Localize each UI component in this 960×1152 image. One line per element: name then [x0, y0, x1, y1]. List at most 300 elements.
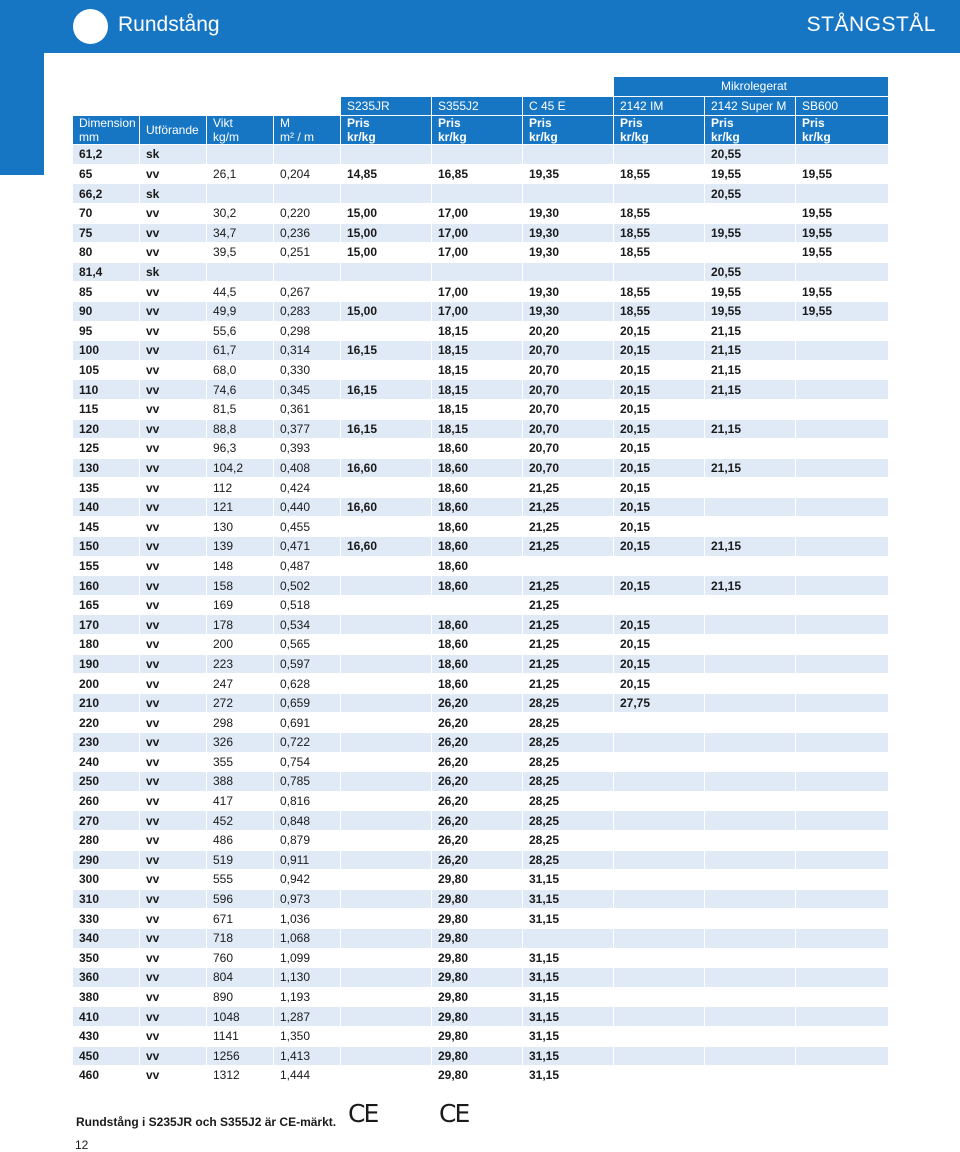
table-cell: 247 — [207, 674, 274, 694]
table-cell — [796, 145, 889, 165]
table-cell — [341, 1027, 432, 1047]
table-cell: 26,20 — [432, 811, 523, 831]
table-cell: 110 — [73, 380, 140, 400]
table-cell — [614, 988, 705, 1008]
table-cell: 21,25 — [523, 537, 614, 557]
table-cell: 0,440 — [274, 498, 341, 518]
table-cell — [523, 184, 614, 204]
table-cell: vv — [140, 772, 207, 792]
table-cell: 115 — [73, 400, 140, 420]
table-cell: 20,55 — [705, 184, 796, 204]
table-cell — [796, 596, 889, 616]
table-cell — [614, 1066, 705, 1086]
table-cell: 18,15 — [432, 341, 523, 361]
table-cell: 18,55 — [614, 204, 705, 224]
table-cell: 410 — [73, 1007, 140, 1027]
table-row — [73, 811, 889, 831]
table-cell: 105 — [73, 361, 140, 381]
table-cell — [341, 772, 432, 792]
table-cell: 240 — [73, 753, 140, 773]
table-cell — [705, 1047, 796, 1067]
table-cell: 20,15 — [614, 498, 705, 518]
table-cell: 26,20 — [432, 772, 523, 792]
table-cell — [341, 968, 432, 988]
table-cell: 450 — [73, 1047, 140, 1067]
table-cell: 29,80 — [432, 870, 523, 890]
page-title: Rundstång — [118, 13, 220, 36]
table-cell: 130 — [73, 459, 140, 479]
table-cell: 0,691 — [274, 713, 341, 733]
table-cell: 0,267 — [274, 282, 341, 302]
table-cell: 1,036 — [274, 909, 341, 929]
table-cell: 300 — [73, 870, 140, 890]
table-cell: 16,15 — [341, 341, 432, 361]
table-cell — [341, 655, 432, 675]
table-cell: 18,60 — [432, 537, 523, 557]
table-cell: 18,60 — [432, 655, 523, 675]
table-cell: 145 — [73, 517, 140, 537]
table-cell: vv — [140, 733, 207, 753]
table-cell: 298 — [207, 713, 274, 733]
table-cell: 388 — [207, 772, 274, 792]
grade-header: C 45 E — [523, 97, 614, 117]
table-cell — [341, 439, 432, 459]
table-cell: 380 — [73, 988, 140, 1008]
table-cell: 17,00 — [432, 243, 523, 263]
table-cell: vv — [140, 674, 207, 694]
table-cell: 20,70 — [523, 380, 614, 400]
table-cell — [341, 635, 432, 655]
table-cell: 28,25 — [523, 733, 614, 753]
table-cell — [705, 478, 796, 498]
table-cell — [614, 968, 705, 988]
table-cell — [796, 655, 889, 675]
table-cell: 417 — [207, 792, 274, 812]
table-cell — [207, 145, 274, 165]
table-cell — [614, 792, 705, 812]
table-cell — [341, 909, 432, 929]
table-cell — [432, 145, 523, 165]
table-cell — [796, 576, 889, 596]
table-cell: 28,25 — [523, 851, 614, 871]
table-cell: 61,2 — [73, 145, 140, 165]
table-cell: sk — [140, 145, 207, 165]
table-cell: 19,30 — [523, 282, 614, 302]
table-row — [73, 870, 889, 890]
page-number: 12 — [75, 1138, 89, 1152]
table-row — [73, 988, 889, 1008]
table-cell: vv — [140, 1047, 207, 1067]
table-row — [73, 1027, 889, 1047]
table-cell — [614, 557, 705, 577]
table-cell — [341, 733, 432, 753]
table-cell: 0,298 — [274, 322, 341, 342]
table-cell: 180 — [73, 635, 140, 655]
table-row — [73, 478, 889, 498]
table-cell: 1,350 — [274, 1027, 341, 1047]
table-cell: 330 — [73, 909, 140, 929]
table-cell — [432, 596, 523, 616]
table-cell: vv — [140, 615, 207, 635]
table-cell — [705, 851, 796, 871]
table-cell: 1,068 — [274, 929, 341, 949]
column-header-dimension: Dimension mm — [73, 116, 140, 145]
table-cell: 0,785 — [274, 772, 341, 792]
table-cell: 18,60 — [432, 674, 523, 694]
table-row — [73, 400, 889, 420]
table-cell: 671 — [207, 909, 274, 929]
table-cell: 1,193 — [274, 988, 341, 1008]
table-row — [73, 909, 889, 929]
table-cell — [796, 909, 889, 929]
table-cell: 18,55 — [614, 302, 705, 322]
price-table-body — [73, 145, 889, 1086]
table-cell — [796, 772, 889, 792]
table-cell — [614, 263, 705, 283]
table-cell: 19,55 — [796, 243, 889, 263]
table-cell — [614, 851, 705, 871]
table-cell: 18,60 — [432, 498, 523, 518]
table-cell: vv — [140, 302, 207, 322]
table-row — [73, 733, 889, 753]
table-cell — [341, 831, 432, 851]
table-cell: 20,15 — [614, 439, 705, 459]
table-cell: 18,15 — [432, 380, 523, 400]
table-cell — [705, 753, 796, 773]
table-cell: 718 — [207, 929, 274, 949]
table-cell: 20,15 — [614, 478, 705, 498]
table-cell: 20,15 — [614, 420, 705, 440]
table-cell — [341, 615, 432, 635]
table-cell: 19,55 — [705, 224, 796, 244]
table-cell: 19,30 — [523, 204, 614, 224]
table-row — [73, 1007, 889, 1027]
table-cell: vv — [140, 851, 207, 871]
table-cell: 20,15 — [614, 459, 705, 479]
table-cell: 260 — [73, 792, 140, 812]
table-cell: sk — [140, 184, 207, 204]
table-cell: 0,597 — [274, 655, 341, 675]
logo-circle-icon — [73, 9, 108, 44]
table-cell: 20,70 — [523, 459, 614, 479]
table-row — [73, 890, 889, 910]
table-cell: 20,70 — [523, 400, 614, 420]
table-cell: vv — [140, 949, 207, 969]
table-cell: vv — [140, 890, 207, 910]
table-cell — [796, 890, 889, 910]
table-cell: 20,15 — [614, 576, 705, 596]
table-cell: vv — [140, 596, 207, 616]
table-cell: 17,00 — [432, 282, 523, 302]
table-cell: 0,911 — [274, 851, 341, 871]
table-cell: 65 — [73, 165, 140, 185]
table-cell: 104,2 — [207, 459, 274, 479]
table-cell — [796, 615, 889, 635]
table-row — [73, 557, 889, 577]
table-cell: 28,25 — [523, 811, 614, 831]
table-row — [73, 674, 889, 694]
table-cell: 39,5 — [207, 243, 274, 263]
table-cell: 95 — [73, 322, 140, 342]
table-cell: 28,25 — [523, 753, 614, 773]
section-title: STÅNGSTÅL — [806, 13, 936, 36]
table-cell: 26,20 — [432, 713, 523, 733]
table-cell: 16,60 — [341, 537, 432, 557]
table-cell: 19,55 — [705, 282, 796, 302]
table-cell — [614, 184, 705, 204]
table-cell — [341, 674, 432, 694]
table-cell: vv — [140, 380, 207, 400]
table-cell — [341, 890, 432, 910]
table-cell — [796, 988, 889, 1008]
table-cell: 21,15 — [705, 459, 796, 479]
table-cell: 20,55 — [705, 145, 796, 165]
table-row — [73, 263, 889, 283]
table-cell: 452 — [207, 811, 274, 831]
table-cell: 19,55 — [796, 224, 889, 244]
table-cell: 19,55 — [705, 302, 796, 322]
table-cell: 21,15 — [705, 322, 796, 342]
table-cell: 158 — [207, 576, 274, 596]
table-cell: 0,408 — [274, 459, 341, 479]
table-cell: 16,60 — [341, 459, 432, 479]
table-cell — [796, 949, 889, 969]
table-cell: 890 — [207, 988, 274, 1008]
table-cell: 19,30 — [523, 224, 614, 244]
table-cell: 28,25 — [523, 831, 614, 851]
table-cell: 0,377 — [274, 420, 341, 440]
table-row — [73, 459, 889, 479]
table-row — [73, 968, 889, 988]
table-cell — [796, 1066, 889, 1086]
table-row — [73, 949, 889, 969]
table-cell: 18,55 — [614, 224, 705, 244]
table-cell: 223 — [207, 655, 274, 675]
table-cell: 20,15 — [614, 537, 705, 557]
table-cell: 350 — [73, 949, 140, 969]
table-cell — [705, 733, 796, 753]
table-cell: 16,60 — [341, 498, 432, 518]
table-cell: 18,60 — [432, 478, 523, 498]
table-cell — [341, 361, 432, 381]
table-cell — [796, 557, 889, 577]
table-cell — [796, 263, 889, 283]
table-cell: 19,55 — [796, 282, 889, 302]
table-cell: vv — [140, 1027, 207, 1047]
table-cell: 0,204 — [274, 165, 341, 185]
table-cell: 200 — [207, 635, 274, 655]
table-row — [73, 831, 889, 851]
table-cell: vv — [140, 1066, 207, 1086]
table-cell — [705, 439, 796, 459]
table-cell: 21,25 — [523, 674, 614, 694]
table-cell — [796, 713, 889, 733]
table-cell — [614, 753, 705, 773]
column-header-pris: Pris kr/kg — [523, 116, 614, 145]
table-cell — [796, 753, 889, 773]
table-cell: 26,20 — [432, 851, 523, 871]
grade-header: SB600 — [796, 97, 889, 117]
table-cell: 18,60 — [432, 517, 523, 537]
table-cell: 16,15 — [341, 420, 432, 440]
table-cell: 21,15 — [705, 341, 796, 361]
table-cell — [432, 184, 523, 204]
table-cell — [796, 380, 889, 400]
table-cell: 0,848 — [274, 811, 341, 831]
table-cell: vv — [140, 400, 207, 420]
table-cell: 21,15 — [705, 361, 796, 381]
table-cell — [341, 557, 432, 577]
table-cell: vv — [140, 478, 207, 498]
grade-header: 2142 Super M — [705, 97, 796, 117]
table-row — [73, 341, 889, 361]
table-cell: 20,20 — [523, 322, 614, 342]
table-cell: 49,9 — [207, 302, 274, 322]
table-cell: 19,55 — [796, 165, 889, 185]
table-cell — [796, 811, 889, 831]
grade-header: S355J2 — [432, 97, 523, 117]
table-cell — [341, 811, 432, 831]
table-cell: 16,15 — [341, 380, 432, 400]
table-cell: 18,55 — [614, 165, 705, 185]
table-row — [73, 929, 889, 949]
table-cell: 21,25 — [523, 517, 614, 537]
table-cell: 130 — [207, 517, 274, 537]
table-row — [73, 439, 889, 459]
table-cell — [274, 263, 341, 283]
table-cell: 70 — [73, 204, 140, 224]
table-cell: vv — [140, 635, 207, 655]
table-cell: 355 — [207, 753, 274, 773]
table-cell: vv — [140, 341, 207, 361]
table-row — [73, 655, 889, 675]
table-cell: 14,85 — [341, 165, 432, 185]
table-cell: 31,15 — [523, 890, 614, 910]
table-cell: vv — [140, 1007, 207, 1027]
table-cell: 1,130 — [274, 968, 341, 988]
table-cell — [341, 988, 432, 1008]
table-cell: 0,565 — [274, 635, 341, 655]
table-cell — [341, 517, 432, 537]
table-cell: 220 — [73, 713, 140, 733]
table-cell: 74,6 — [207, 380, 274, 400]
table-row — [73, 380, 889, 400]
table-cell: 21,15 — [705, 576, 796, 596]
table-row — [73, 517, 889, 537]
table-cell — [341, 949, 432, 969]
table-cell: 0,659 — [274, 694, 341, 714]
table-cell — [796, 674, 889, 694]
table-cell: 18,15 — [432, 420, 523, 440]
table-cell: 31,15 — [523, 1047, 614, 1067]
grade-header-row — [73, 97, 889, 117]
table-cell: 290 — [73, 851, 140, 871]
table-cell — [705, 1066, 796, 1086]
table-cell: 165 — [73, 596, 140, 616]
table-row — [73, 792, 889, 812]
table-cell: 270 — [73, 811, 140, 831]
table-cell — [341, 1007, 432, 1027]
table-cell: 18,60 — [432, 459, 523, 479]
table-cell: 230 — [73, 733, 140, 753]
table-cell: 96,3 — [207, 439, 274, 459]
table-cell: vv — [140, 557, 207, 577]
table-row — [73, 243, 889, 263]
table-cell: 80 — [73, 243, 140, 263]
table-cell — [705, 713, 796, 733]
table-cell: 0,251 — [274, 243, 341, 263]
table-row — [73, 596, 889, 616]
table-cell: 81,4 — [73, 263, 140, 283]
table-cell — [705, 1007, 796, 1027]
table-row — [73, 145, 889, 165]
table-cell: 0,879 — [274, 831, 341, 851]
ce-mark-icon: CE — [348, 1099, 378, 1128]
table-cell — [523, 557, 614, 577]
grade-header: S235JR — [341, 97, 432, 117]
table-cell: 155 — [73, 557, 140, 577]
table-cell — [705, 243, 796, 263]
table-cell — [705, 694, 796, 714]
table-cell: 430 — [73, 1027, 140, 1047]
table-cell: 26,1 — [207, 165, 274, 185]
table-row — [73, 302, 889, 322]
table-cell: 100 — [73, 341, 140, 361]
table-cell: 66,2 — [73, 184, 140, 204]
table-cell: 21,25 — [523, 615, 614, 635]
table-cell: 68,0 — [207, 361, 274, 381]
table-cell: 31,15 — [523, 1027, 614, 1047]
table-cell — [341, 184, 432, 204]
column-header-m: M m² / m — [274, 116, 341, 145]
table-cell — [705, 1027, 796, 1047]
table-cell — [274, 184, 341, 204]
table-cell — [341, 694, 432, 714]
table-cell: 18,60 — [432, 439, 523, 459]
table-cell: 250 — [73, 772, 140, 792]
table-cell: 140 — [73, 498, 140, 518]
table-cell — [796, 184, 889, 204]
table-cell — [796, 459, 889, 479]
table-cell: 26,20 — [432, 694, 523, 714]
table-cell: 28,25 — [523, 772, 614, 792]
table-cell: 125 — [73, 439, 140, 459]
table-cell — [705, 400, 796, 420]
table-cell — [705, 949, 796, 969]
table-cell: 0,345 — [274, 380, 341, 400]
table-cell: 19,55 — [796, 302, 889, 322]
table-cell: 148 — [207, 557, 274, 577]
page-header — [44, 0, 960, 53]
table-cell: 112 — [207, 478, 274, 498]
table-cell: 26,20 — [432, 733, 523, 753]
table-cell — [614, 831, 705, 851]
table-cell: 15,00 — [341, 224, 432, 244]
table-cell: 29,80 — [432, 929, 523, 949]
table-row — [73, 282, 889, 302]
table-cell: vv — [140, 243, 207, 263]
table-cell: 18,55 — [614, 243, 705, 263]
table-cell — [705, 870, 796, 890]
table-cell: 18,15 — [432, 361, 523, 381]
table-cell — [523, 145, 614, 165]
table-cell: 18,60 — [432, 635, 523, 655]
table-cell: 31,15 — [523, 870, 614, 890]
table-cell — [207, 184, 274, 204]
table-cell: 31,15 — [523, 1066, 614, 1086]
table-cell: 20,70 — [523, 439, 614, 459]
table-cell: vv — [140, 968, 207, 988]
